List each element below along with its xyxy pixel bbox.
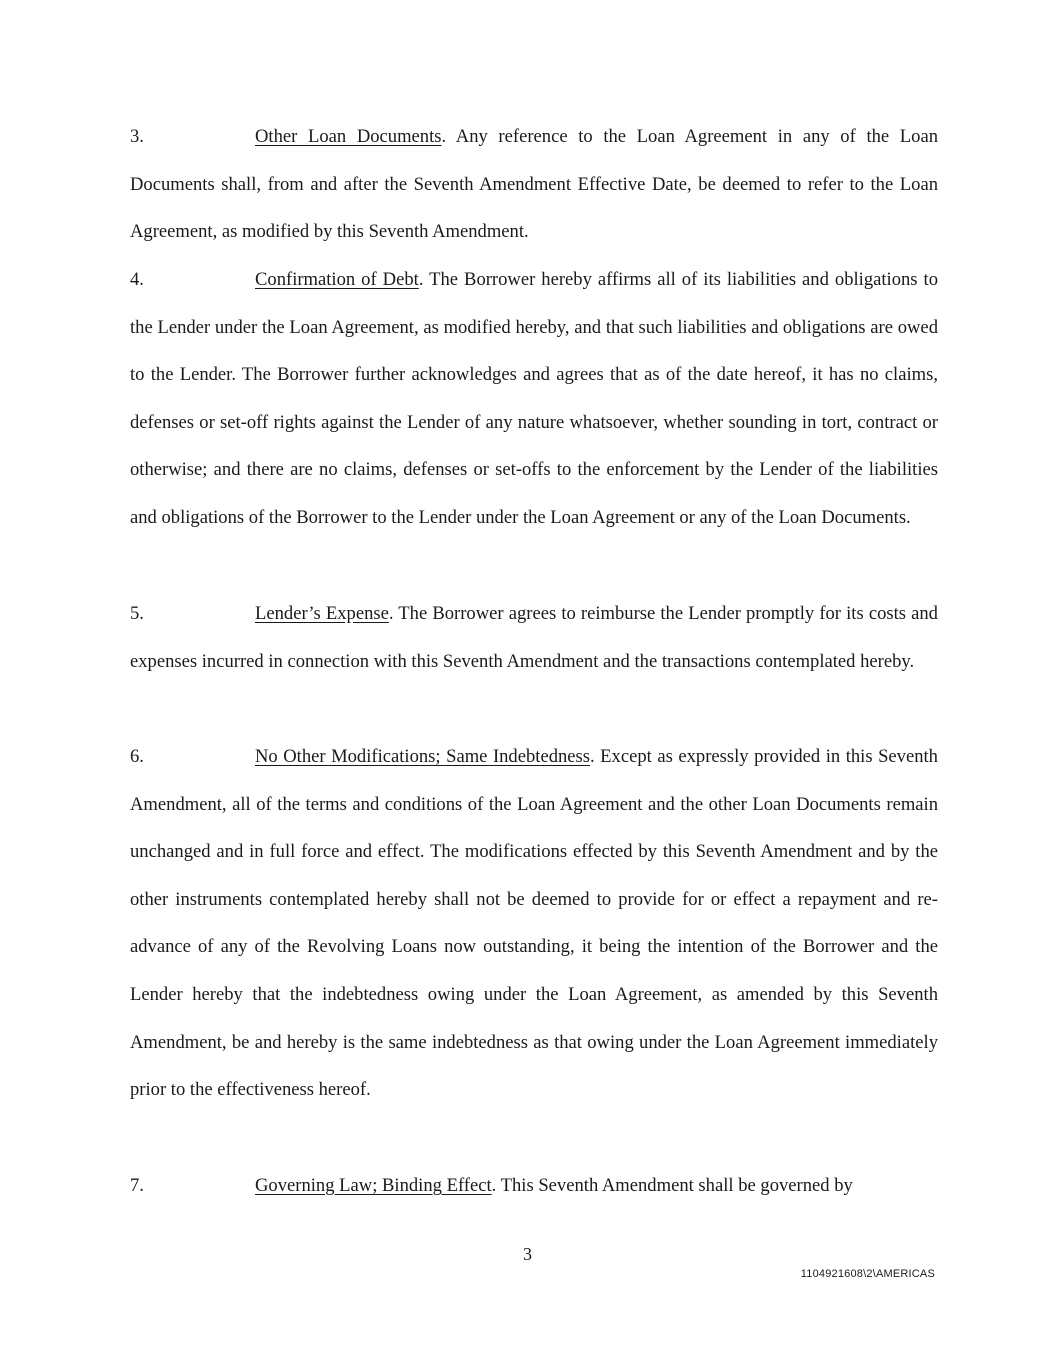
section-body: . Except as expressly provided in this Seventh Amendment, all of the terms and conditions of the Loan Agreement and the other Loan Documents remain unchanged and in full force and effect. The modifications effected by this Seventh Amendment and by the other instruments contemplated hereby shall not be deemed to provide for or effect a repayment and re-advance of any of the Revolving Loans now outstanding, it being the intention of the Borrower and the Lender hereby that the indebtedness owing under the Loan Agreement, as amended by this Seventh Amendment, be and hereby is the same indebtedness as that owing under the Loan Agreement immediately prior to the effectiveness hereof. (130, 746, 938, 1101)
section-body: . The Borrower agrees to reimburse the Lender promptly for its costs and expenses incurred in connection with this Seventh Amendment and the transactions contemplated hereby. (130, 603, 938, 672)
section-heading: Confirmation of Debt (255, 269, 419, 290)
section-5 (130, 590, 938, 685)
section-number: 3. (130, 126, 144, 147)
section-heading: Lender’s Expense (255, 603, 389, 624)
section-heading: No Other Modifications; Same Indebtedness (255, 746, 591, 767)
document-id: 1104921608\2\AMERICAS (800, 1268, 935, 1280)
section-4 (130, 256, 938, 542)
section-number: 4. (130, 269, 144, 290)
section-7 (130, 1162, 938, 1210)
section-body: . This Seventh Amendment shall be governed by (491, 1175, 853, 1196)
section-3 (130, 113, 938, 256)
section-body: . Any reference to the Loan Agreement in any of the Loan Documents shall, from and after the Seventh Amendment Effective Date, be deemed to refer to the Loan Agreement, as modified by this Seventh Amendment. (130, 126, 938, 243)
section-body: . The Borrower hereby affirms all of its liabilities and obligations to the Lender under the Loan Agreement, as modified hereby, and that such liabilities and obligations are owed to the Lender. The Borrower further acknowledges and agrees that as of the date hereof, it has no claims, defenses or set-off rights against the Lender of any nature whatsoever, whether sounding in tort, contract or otherwise; and there are no claims, defenses or set-offs to the enforcement by the Lender of the liabilities and obligations of the Borrower to the Lender under the Loan Agreement or any of the Loan Documents. (130, 269, 938, 528)
page-number: 3 (523, 1244, 532, 1264)
section-number: 5. (130, 603, 144, 624)
section-6 (130, 733, 938, 1114)
section-number: 6. (130, 746, 144, 767)
section-heading: Other Loan Documents (255, 126, 442, 147)
section-number: 7. (130, 1175, 144, 1196)
section-heading: Governing Law; Binding Effect (255, 1175, 492, 1196)
